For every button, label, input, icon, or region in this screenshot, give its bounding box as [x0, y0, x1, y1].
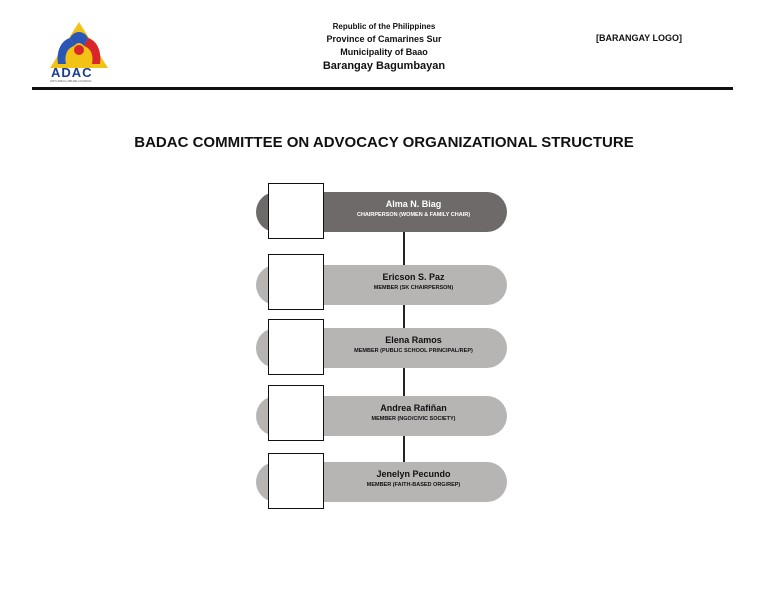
photo-placeholder — [268, 385, 324, 441]
logo-tagline: ANTI-DRUG ABUSE COUNCIL — [50, 79, 92, 83]
photo-placeholder — [268, 254, 324, 310]
member-role: MEMBER (FAITH-BASED ORG/REP) — [366, 482, 461, 488]
header-line-province: Province of Camarines Sur — [326, 34, 442, 44]
member-name: Jenelyn Pecundo — [376, 469, 451, 479]
barangay-logo-placeholder: [BARANGAY LOGO] — [596, 33, 683, 43]
photo-placeholder — [268, 183, 324, 239]
header-line-barangay: Barangay Bagumbayan — [322, 60, 446, 72]
photo-placeholder — [268, 319, 324, 375]
photo-placeholder — [268, 453, 324, 509]
member-role: MEMBER (SK CHAIRPERSON) — [373, 285, 454, 291]
member-name: Ericson S. Paz — [382, 272, 445, 282]
member-name: Andrea Rafiñan — [380, 403, 447, 413]
member-role: MEMBER (PUBLIC SCHOOL PRINCIPAL/REP) — [354, 348, 473, 354]
page-title: BADAC COMMITTEE ON ADVOCACY ORGANIZATIONAL STRUCTURE — [134, 134, 634, 151]
member-role: CHAIRPERSON (WOMEN & FAMILY CHAIR) — [356, 212, 471, 218]
header-line-municipality: Municipality of Baao — [340, 47, 428, 57]
member-name: Alma N. Biag — [385, 199, 442, 209]
logo-text: ADAC — [51, 65, 93, 80]
member-name: Elena Ramos — [385, 335, 442, 345]
header-line-republic: Republic of the Philippines — [332, 22, 436, 31]
member-role: MEMBER (NGO/CIVIC SOCIETY) — [371, 416, 456, 422]
